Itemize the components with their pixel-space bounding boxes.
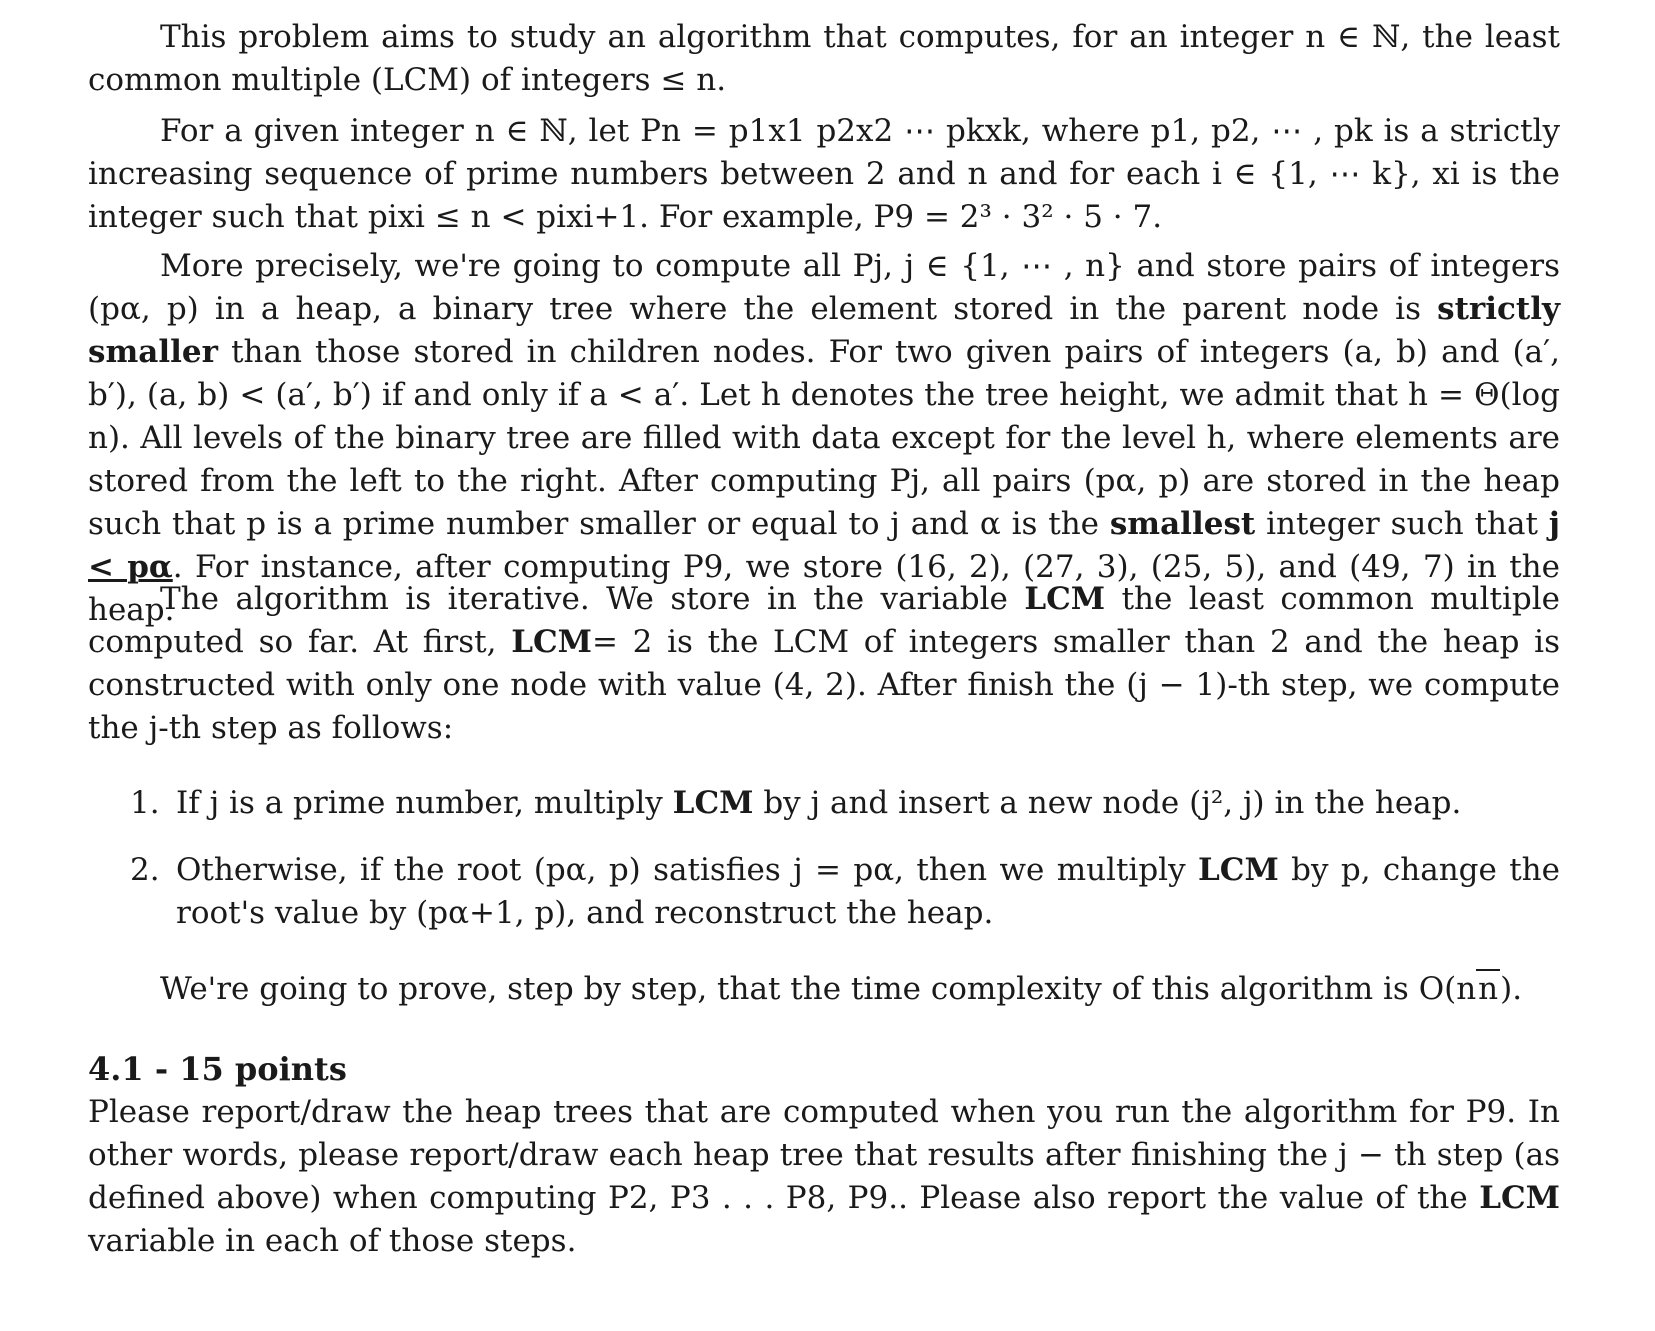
heap-bold-strictly-smaller: strictly smaller [88,291,1560,370]
algo-text-3: = 2 is the LCM of integers smaller than 2 and the heap is constructed with only one node with value (4, 2). After finish the (j − 1)-th step, we compute the j-th step as follows: [88,624,1561,746]
algo-text-1: The algorithm is iterative. We store in the variable [160,581,1008,617]
sqrt-symbol: n [1478,971,1499,1007]
step-item-1 [88,782,1560,825]
heap-text-4: . For instance, after computing P9, we store (16, 2), (27, 3), (25, 5), and (49, 7) in the heap. [88,549,1560,628]
algo-text-2: the least common multiple computed so far. At first, [88,581,1561,660]
closing-statement [88,968,1560,1011]
step-text-pre: Otherwise, if the root (pα, p) satisfies j = pα, then we multiply [176,852,1186,888]
closing-statement-block [88,968,1560,1011]
section-body-text-1: Please report/draw the heap trees that are computed when you run the algorithm for P9. In other words, please report/draw each heap tree that results after finishing the j − th step (as defined above) when computing P2, P3 . . . P8, P9.. Please also report the value of the [88,1094,1560,1216]
heap-text-3: integer such that [1266,506,1538,542]
section-4-1 [88,1048,1560,1263]
definition-paragraph: For a given integer n ∈ ℕ, let Pn = p1x1 p2x2 ⋯ pkxk, where p1, p2, ⋯ , pk is a strictly increasing sequence of prime numbers between 2 and n and for each i ∈ {1, ⋯ k}, xi is the integer such that pixi ≤ n < pixi+1. For example, P9 = 2³ · 3² · 5 · 7. [88,113,1560,235]
step-bold-lcm: LCM [672,785,754,821]
algo-bold-lcm-1: LCM [1024,581,1106,617]
heap-bold-smallest: smallest [1109,506,1256,542]
heap-paragraph [88,245,1560,632]
step-text-post: by j and insert a new node (j², j) in the heap. [763,785,1462,821]
algorithm-paragraph [88,578,1560,750]
algorithm-paragraph-block [88,578,1560,750]
step-item-2 [88,849,1560,935]
closing-text-pre: We're going to prove, step by step, that the time complexity of this algorithm is O(n [160,971,1477,1007]
definition-paragraph-block [88,110,1560,239]
step-bold-lcm: LCM [1197,852,1279,888]
section-title: 4.1 - 15 points [88,1050,347,1088]
section-body-text-2: variable in each of those steps. [88,1223,577,1259]
closing-text-post: ). [1500,971,1523,1007]
algorithm-steps-list [88,782,1560,935]
heap-underlined-condition: j < pα [88,506,1561,585]
heap-paragraph-block [88,245,1560,632]
intro-paragraph: This problem aims to study an algorithm that computes, for an integer n ∈ ℕ, the least common multiple (LCM) of integers ≤ n. [88,19,1560,98]
step-number: 1. [130,785,160,821]
step-text-pre: If j is a prime number, multiply [176,785,663,821]
section-bold-lcm: LCM [1479,1180,1560,1216]
algo-bold-lcm-2: LCM [511,624,592,660]
heap-text-1: More precisely, we're going to compute all Pj, j ∈ {1, ⋯ , n} and store pairs of integers (pα, p) in a heap, a binary tree where the element stored in the parent node is [88,248,1560,327]
step-number: 2. [130,852,160,888]
section-body [88,1091,1560,1263]
step-text-post: by p, change the root's value by (pα+1, p), and reconstruct the heap. [176,852,1560,931]
heap-text-2: than those stored in children nodes. For two given pairs of integers (a, b) and (a′, b′), (a, b) < (a′, b′) if and only if a < a′. Let h denotes the tree height, we admit that h = Θ(log n). All levels of the binary tree are filled with data except for the level h, where elements are stored from the left to the right. After computing Pj, all pairs (pα, p) are stored in the heap such that p is a prime number smaller or equal to j and α is the [88,334,1560,542]
intro-paragraph-block [88,16,1560,102]
